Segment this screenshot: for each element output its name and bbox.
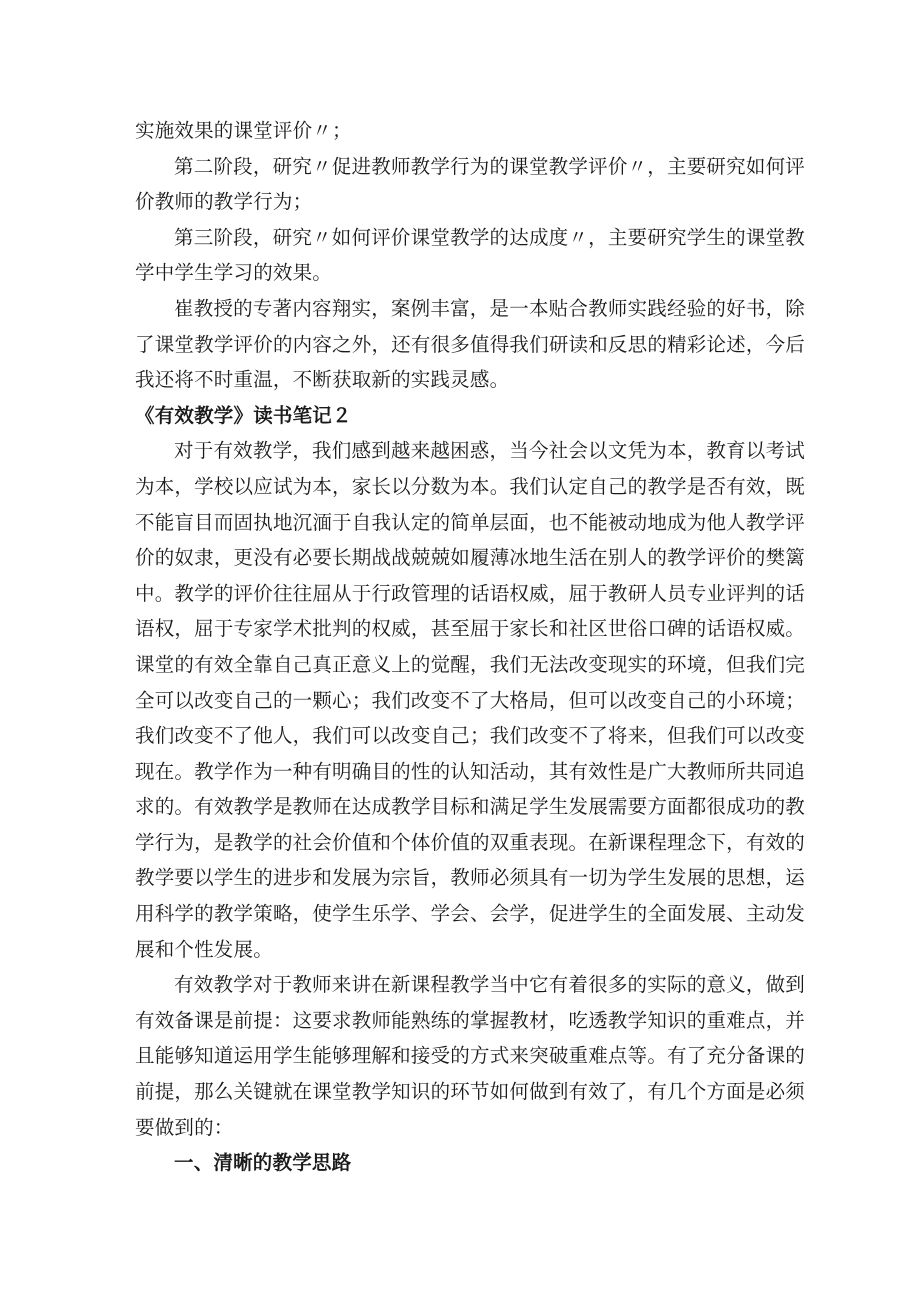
paragraph-stage-three: 第三阶段，研究〃如何评价课堂教学的达成度〃，主要研究学生的课堂教学中学生学习的效果。 <box>135 225 805 285</box>
paragraph-continuation: 实施效果的课堂评价〃； <box>135 119 352 142</box>
subheading-teaching-approach: 一、清晰的教学思路 <box>174 1151 352 1175</box>
paragraph-effective-teaching: 对于有效教学，我们感到越来越困惑，当今社会以文凭为本，教育以考试为本，学校以应试为本，家长以分数为本。我们认定自己的教学是否有效，既不能盲目而固执地沉湎于自我认定的简单层面，也不能被动地成为他人教学评价的奴隶，更没有必要长期战战兢兢如履薄冰地生活在别人的教学评价的樊篱中。教学的评价往往屈从于行政管理的话语权威，屈于教研人员专业评判的话语权，屈于专家学术批判的权威，甚至屈于家长和社区世俗口碑的话语权威。课堂的有效全靠自己真正意义上的觉醒，我们无法改变现实的环境，但我们完全可以改变自己的一颗心；我们改变不了大格局，但可以改变自己的小环境；我们改变不了他人，我们可以改变自己；我们改变不了将来，但我们可以改变现在。教学作为一种有明确目的性的认知活动，其有效性是广大教师所共同追求的。有效教学是教师在达成教学目标和满足学生发展需要方面都很成功的教学行为，是教学的社会价值和个体价值的双重表现。在新课程理念下，有效的教学要以学生的进步和发展为宗旨，教师必须具有一切为学生发展的思想，运用科学的教学策略，使学生乐学、学会、会学，促进学生的全面发展、主动发展和个性发展。 <box>135 439 805 961</box>
paragraph-effective-preparation: 有效教学对于教师来讲在新课程教学当中它有着很多的实际的意义，做到有效备课是前提：这要求教师能熟练的掌握教材，吃透教学知识的重难点，并且能够知道运用学生能够理解和接受的方式来突破重难点等。有了充分备课的前提，那么关键就在课堂教学知识的环节如何做到有效了，有几个方面是必须要做到的： <box>135 973 805 1139</box>
paragraph-conclusion: 崔教授的专著内容翔实，案例丰富，是一本贴合教师实践经验的好书，除了课堂教学评价的内容之外，还有很多值得我们研读和反思的精彩论述，今后我还将不时重温，不断获取新的实践灵感。 <box>135 296 805 392</box>
section-title: 《有效教学》读书笔记２ <box>135 403 352 427</box>
paragraph-stage-two: 第二阶段，研究〃促进教师教学行为的课堂教学评价〃，主要研究如何评价教师的教学行为； <box>135 154 805 214</box>
document-body <box>135 113 805 1181</box>
